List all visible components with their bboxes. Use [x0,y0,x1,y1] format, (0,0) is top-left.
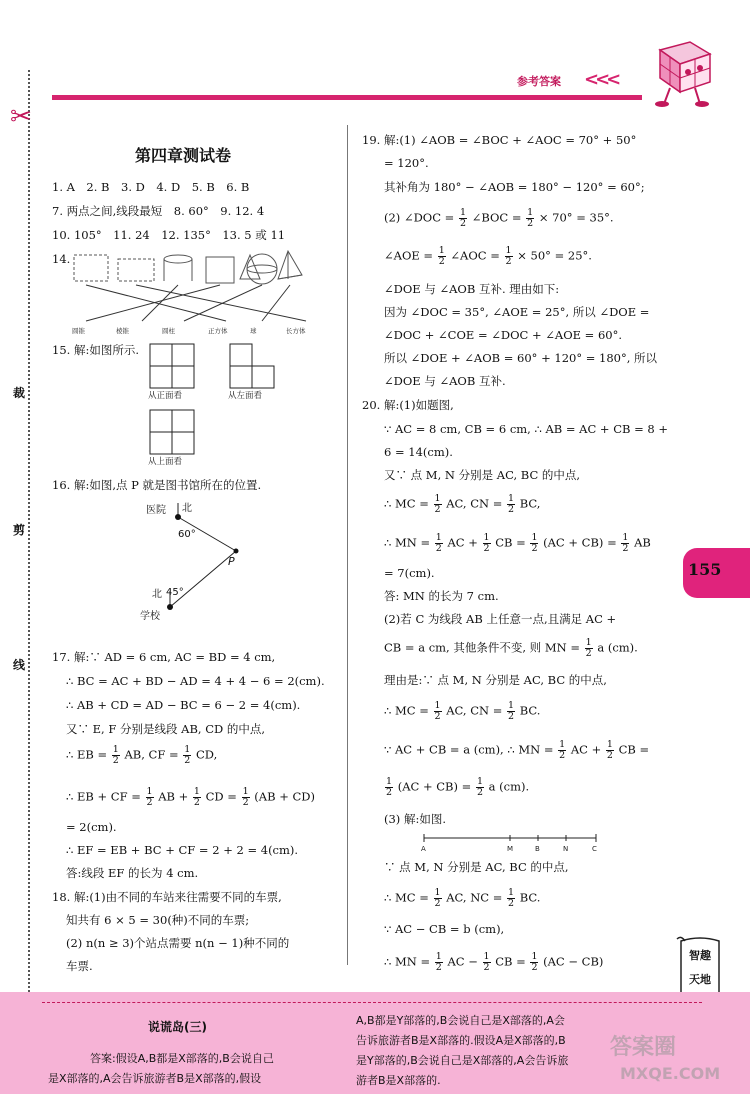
q20-line-4: 又∵ 点 M, N 分别是 AC, BC 的中点, [384,468,581,482]
fraction-half [193,787,201,808]
frac-num: 1 [434,887,441,898]
map-figure [140,495,280,625]
q14-label-sphere: 球 [250,327,257,335]
cube-mascot-icon [640,38,720,108]
frac-num: 1 [483,951,490,962]
frac-den: 2 [622,543,629,554]
solid-matching-figure [66,245,336,337]
q20-5-part-b: AC, CN = [446,496,503,511]
frac-num: 1 [527,207,534,218]
q18-line-1: 18. 解:(1)由不同的车站来往需要不同的车票, [52,890,282,904]
left-view-label: 从左面看 [228,391,263,401]
fraction-half [435,533,443,554]
fraction-half [483,952,491,973]
q17-line-1: 17. 解:∵ AD = 6 cm, AC = BD = 4 cm, [52,650,276,664]
frac-den: 2 [459,218,467,229]
frac-num: 1 [508,493,515,504]
riddle-title: 说谎岛(三) [148,1020,207,1034]
q19-line-3: 其补角为 180° − ∠AOB = 180° − 120° = 60°; [384,180,645,194]
fraction-half [606,740,614,761]
answer-line-2: 7. 两点之间,线段最短 8. 60° 9. 12. 4 [52,204,265,218]
frac-den: 2 [435,543,442,554]
q15-text: 15. 解:如图所示. [52,343,139,357]
q19-line-6: ∠DOE 与 ∠AOB 互补. 理由如下: [384,282,560,296]
q20-line-19 [384,952,603,973]
frac-num: 1 [112,744,119,755]
frac-den: 2 [559,750,566,761]
q17-line-4: 又∵ E, F 分别是线段 AB, CD 的中点, [66,722,266,736]
q20-19-part-c: CB = [495,954,526,969]
q20-6-part-d: (AC + CB) = [543,535,617,550]
q17-6-part-b: AB + [158,789,189,804]
q14-label-cuboid: 长方体 [286,327,306,335]
front-view-label: 从正面看 [148,391,183,401]
frac-den: 2 [184,755,191,766]
q17-5-part-b: AB, CF = [124,747,179,762]
frac-num: 1 [386,776,393,787]
q20-19-part-d: (AC − CB) [543,954,604,969]
cut-guide-line [28,70,30,1060]
fraction-half [483,533,491,554]
frac-num: 1 [508,700,515,711]
fraction-half [530,533,538,554]
seg-b: B [535,845,540,852]
q17-6-part-c: CD = [205,789,237,804]
q19-5-part-a: ∠AOE = [384,248,434,263]
frac-num: 1 [438,245,445,256]
q20-17-part-a: ∴ MC = [384,890,429,905]
riddle-answer-5: 是Y部落的,B会说自己是X部落的,A会告诉旅 [356,1054,569,1067]
q20-19-part-b: AC − [447,954,478,969]
frac-den: 2 [606,750,613,761]
fraction-half [585,638,593,659]
fraction-half [505,246,513,267]
point-p-label: P [228,555,235,568]
frac-den: 2 [527,218,534,229]
fraction-half [507,888,515,909]
hospital-label: 医院 [146,505,166,516]
fraction-half [112,745,120,766]
q19-line-7: 因为 ∠DOC = 35°, ∠AOE = 25°, 所以 ∠DOE = [384,305,650,319]
cut-label-1: 裁 [13,382,25,403]
frac-den: 2 [505,256,512,267]
q14-label-cube: 正方体 [208,327,228,335]
q20-line-14 [384,777,529,798]
q17-5-part-c: CD, [195,747,218,762]
frac-den: 2 [508,711,515,722]
frac-num: 1 [184,744,191,755]
q18-line-2: 知共有 6 × 5 = 30(种)不同的车票; [66,913,250,927]
frac-num: 1 [622,532,629,543]
frac-den: 2 [434,898,441,909]
q20-12-part-a: ∴ MC = [384,703,429,718]
frac-den: 2 [146,797,153,808]
segment-figure [420,830,610,852]
q20-line-2: ∵ AC = 8 cm, CB = 6 cm, ∴ AB = AC + CB = 8 + [384,422,669,436]
frac-num: 1 [435,951,442,962]
q20-6-part-e: AB [634,535,651,550]
north-label-1: 北 [182,503,192,514]
q17-line-3: ∴ AB + CD = AD − BC = 6 − 2 = 4(cm). [66,698,301,712]
q20-line-12 [384,701,540,722]
q17-line-9: 答:线段 EF 的长为 4 cm. [66,866,199,880]
angle-60-label: 60° [178,529,196,540]
frac-num: 1 [531,951,538,962]
frac-den: 2 [386,787,393,798]
fraction-half [434,701,442,722]
q20-14-part-a: (AC + CB) = [397,779,472,794]
q20-13-part-a: ∵ AC + CB = a (cm), ∴ MN = [384,742,554,757]
frac-den: 2 [508,504,515,515]
frac-den: 2 [193,797,200,808]
frac-num: 1 [531,532,538,543]
frac-num: 1 [483,532,490,543]
frac-num: 1 [434,700,441,711]
frac-den: 2 [242,797,249,808]
q17-line-7: = 2(cm). [66,820,117,834]
fraction-half [526,208,534,229]
riddle-answer-1: 答案:假设A,B都是X部落的,B会说自己 [90,1052,274,1065]
frac-den: 2 [508,898,515,909]
chevrons-icon: <<< [584,69,618,90]
q20-6-part-a: ∴ MN = [384,535,431,550]
q20-14-part-b: a (cm). [488,779,530,794]
frac-den: 2 [483,543,490,554]
q20-line-11: 理由是:∵ 点 M, N 分别是 AC, BC 的中点, [384,673,607,687]
frac-num: 1 [559,739,566,750]
frac-den: 2 [531,543,538,554]
q17-line-2: ∴ BC = AC + BD − AD = 4 + 4 − 6 = 2(cm). [66,674,325,688]
watermark-url: MXQE.COM [620,1064,721,1083]
page-number: 155 [688,560,722,579]
q14-label-cylinder: 圆柱 [162,327,175,335]
frac-den: 2 [483,962,490,973]
frac-num: 1 [435,532,442,543]
q14-label-pyramid: 棱锥 [116,327,129,335]
cut-label-3: 线 [13,654,25,675]
fraction-half [385,777,393,798]
q20-12-part-b: AC, CN = [446,703,503,718]
riddle-answer-6: 游者B是X部落的. [356,1074,441,1087]
q20-line-8: 答: MN 的长为 7 cm. [384,589,499,603]
fraction-half [435,952,443,973]
q19-line-4 [384,208,614,229]
q19-4-part-c: × 70° = 35°. [538,210,614,225]
q20-10-part-b: a (cm). [597,640,638,655]
answer-line-3: 10. 105° 11. 24 12. 135° 13. 5 或 11 [52,228,286,242]
frac-num: 1 [508,887,515,898]
fraction-half [530,952,538,973]
riddle-answer-2: 是X部落的,A会告诉旅游者B是X部落的,假设 [48,1072,262,1085]
q19-4-part-a: (2) ∠DOC = [384,210,455,225]
q20-line-1: 20. 解:(1)如题图, [362,398,454,412]
q17-line-6 [66,787,315,808]
frac-num: 1 [476,776,483,787]
frac-den: 2 [434,504,441,515]
frac-num: 1 [434,493,441,504]
q20-5-part-c: BC, [519,496,541,511]
q20-line-7: = 7(cm). [384,566,435,580]
angle-45-label: 45° [166,587,184,598]
frac-den: 2 [585,648,592,659]
frac-den: 2 [438,256,445,267]
frac-num: 1 [242,786,249,797]
frac-num: 1 [606,739,613,750]
riddle-answer-4: 告诉旅游者B是X部落的.假设A是X部落的,B [356,1034,566,1047]
q20-line-16: ∵ 点 M, N 分别是 AC, BC 的中点, [384,860,569,874]
q19-line-8: ∠DOC + ∠COE = ∠DOC + ∠AOE = 60°. [384,328,623,342]
q20-17-part-b: AC, NC = [446,890,503,905]
header-divider [52,95,642,100]
scroll-line: 智趣 [689,949,711,962]
three-view-figure [140,338,320,468]
fraction-half [434,888,442,909]
answer-line-1: 1. A 2. B 3. D 4. D 5. B 6. B [52,180,250,194]
q20-line-6 [384,533,651,554]
north-label-2: 北 [152,589,162,600]
q17-line-5 [66,745,217,766]
q20-13-part-b: AC + [570,742,602,757]
fraction-half [434,494,442,515]
q18-line-4: 车票. [66,959,93,973]
q18-line-3: (2) n(n ≥ 3)个站点需要 n(n − 1)种不同的 [66,936,290,950]
fraction-half [438,246,446,267]
fraction-half [146,787,154,808]
q17-6-part-a: ∴ EB + CF = [66,789,141,804]
seg-m: M [507,845,514,852]
fraction-half [507,494,515,515]
q20-line-3: 6 = 14(cm). [384,445,453,459]
q20-line-10 [384,638,638,659]
column-divider [347,125,348,965]
frac-den: 2 [435,962,442,973]
frac-den: 2 [434,711,441,722]
q20-line-5 [384,494,540,515]
scroll-line: 天地 [689,973,711,986]
q19-5-part-c: × 50° = 25°. [517,248,592,263]
fraction-half [507,701,515,722]
q20-6-part-b: AC + [447,535,478,550]
frac-num: 1 [146,786,153,797]
q20-12-part-c: BC. [519,703,541,718]
q16-text: 16. 解:如图,点 P 就是图书馆所在的位置. [52,478,262,492]
q20-6-part-c: CB = [495,535,526,550]
fraction-half [242,787,250,808]
page-title: 第四章测试卷 [135,146,232,165]
top-view-label: 从上面看 [148,457,183,467]
fraction-half [558,740,566,761]
q19-line-9: 所以 ∠DOE + ∠AOB = 60° + 120° = 180°, 所以 [384,351,658,365]
q20-10-part-a: CB = a cm, 其他条件不变, 则 MN = [384,640,580,655]
q20-line-9: (2)若 C 为线段 AB 上任意一点,且满足 AC + [384,612,617,626]
q20-5-part-a: ∴ MC = [384,496,429,511]
q14-label-cone: 圆锥 [72,327,85,335]
frac-den: 2 [112,755,119,766]
q14-label: 14. [52,252,71,266]
watermark-logo: 答案圈 [610,1035,677,1060]
frac-num: 1 [585,637,592,648]
frac-num: 1 [505,245,512,256]
scissors-icon: ✂ [10,102,32,132]
riddle-answer-3: A,B都是Y部落的,B会说自己是X部落的,A会 [356,1014,565,1027]
q19-line-10: ∠DOE 与 ∠AOB 互补. [384,374,506,388]
frac-num: 1 [193,786,200,797]
fraction-half [183,745,191,766]
q19-line-5 [384,246,592,267]
cut-label-2: 剪 [13,519,25,540]
seg-c: C [592,845,597,852]
frac-den: 2 [476,787,483,798]
fraction-half [621,533,629,554]
fraction-half [476,777,484,798]
q19-line-1: 19. 解:(1) ∠AOB = ∠BOC + ∠AOC = 70° + 50° [362,133,637,147]
school-label: 学校 [140,611,160,622]
q20-line-17 [384,888,540,909]
q17-5-part-a: ∴ EB = [66,747,108,762]
q19-4-part-b: ∠BOC = [471,210,522,225]
q20-17-part-c: BC. [519,890,541,905]
header-title: 参考答案 [517,75,561,88]
fraction-half [459,208,467,229]
q20-13-part-c: CB = [618,742,650,757]
frac-num: 1 [459,207,467,218]
q19-5-part-b: ∠AOC = [450,248,500,263]
seg-n: N [563,845,569,852]
frac-den: 2 [531,962,538,973]
q17-6-part-d: (AB + CD) [254,789,315,804]
q20-line-13 [384,740,649,761]
q20-line-15: (3) 解:如图. [384,812,446,826]
q17-line-8: ∴ EF = EB + BC + CF = 2 + 2 = 4(cm). [66,843,299,857]
q19-line-2: = 120°. [384,156,429,170]
seg-a: A [421,845,426,852]
q20-19-part-a: ∴ MN = [384,954,431,969]
q20-line-18: ∵ AC − CB = b (cm), [384,922,505,936]
